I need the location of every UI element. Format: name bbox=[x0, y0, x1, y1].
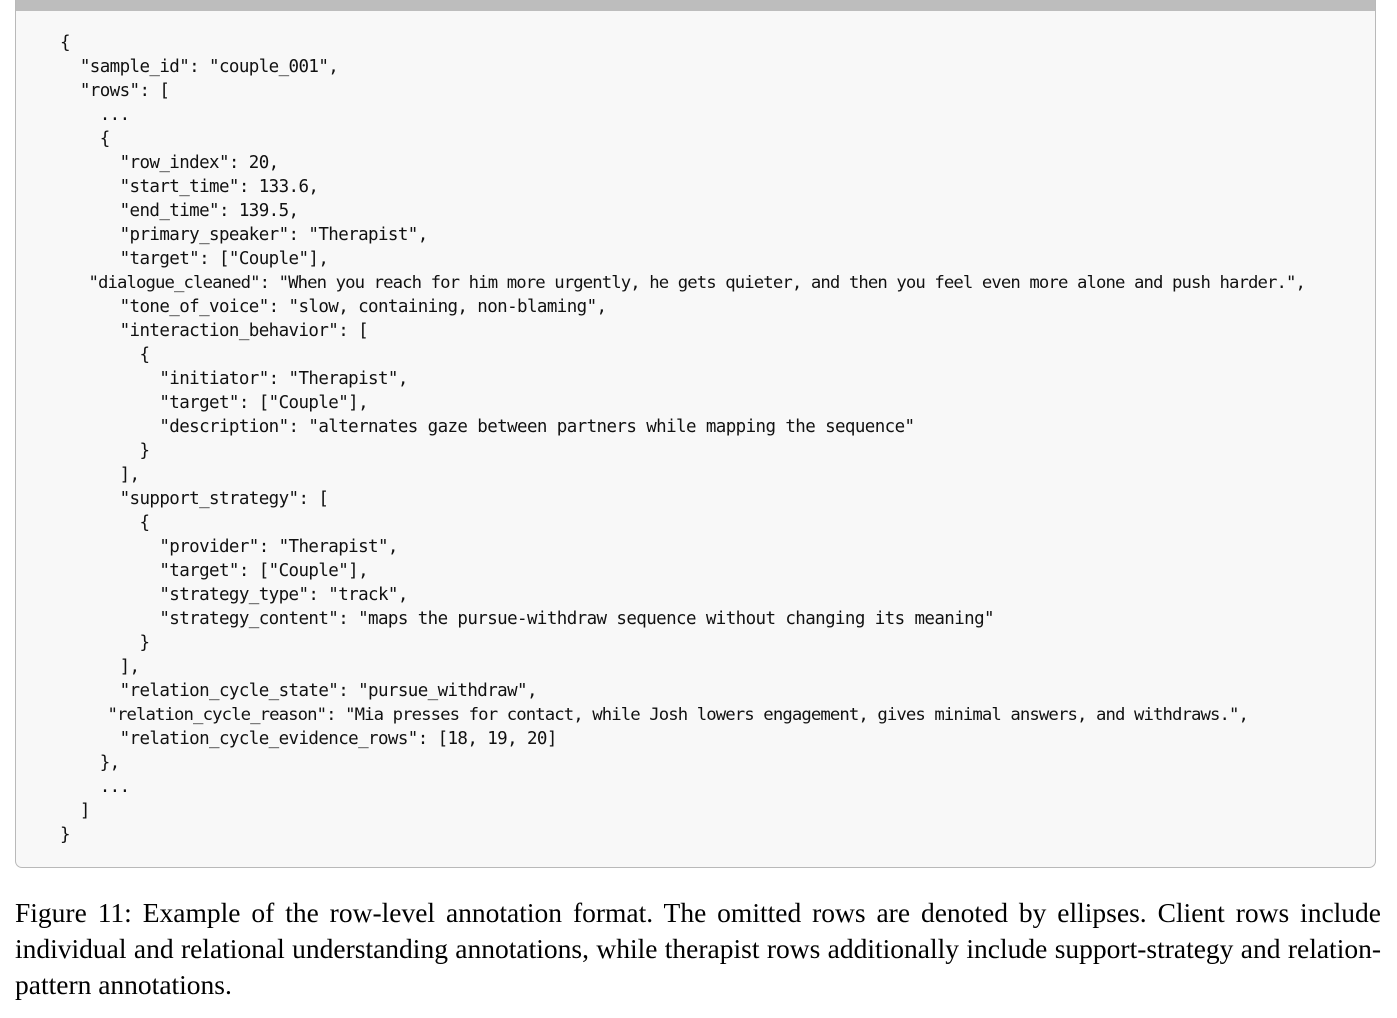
code-block-header-bar bbox=[16, 0, 1375, 11]
code-line: "interaction_behavior": [ bbox=[60, 321, 369, 341]
code-line: { bbox=[60, 513, 150, 533]
code-line: "strategy_content": "maps the pursue-withdraw sequence without changing its meaning" bbox=[60, 609, 994, 629]
code-line: { bbox=[60, 33, 70, 53]
code-line: "relation_cycle_evidence_rows": [18, 19, 20] bbox=[60, 729, 557, 749]
code-line: { bbox=[60, 129, 110, 149]
code-line: "sample_id": "couple_001", bbox=[60, 57, 339, 77]
code-line: "provider": "Therapist", bbox=[60, 537, 398, 557]
code-block bbox=[15, 0, 1376, 868]
code-line: ], bbox=[60, 657, 140, 677]
code-line: } bbox=[60, 633, 150, 653]
code-line: "rows": [ bbox=[60, 81, 170, 101]
code-line: "row_index": 20, bbox=[60, 153, 279, 173]
code-line: }, bbox=[60, 753, 120, 773]
code-line: "target": ["Couple"], bbox=[60, 561, 369, 581]
code-line: "strategy_type": "track", bbox=[60, 585, 408, 605]
code-line: ], bbox=[60, 465, 140, 485]
code-line: } bbox=[60, 825, 70, 845]
code-line: "dialogue_cleaned": "When you reach for him more urgently, he gets quieter, and then you feel even more alone and push harder.", bbox=[60, 273, 1306, 293]
code-line: "start_time": 133.6, bbox=[60, 177, 319, 197]
code-line: "target": ["Couple"], bbox=[60, 393, 369, 413]
code-line: "tone_of_voice": "slow, containing, non-blaming", bbox=[60, 297, 607, 317]
code-line: "relation_cycle_reason": "Mia presses for contact, while Josh lowers engagement, gives minimal answers, and withdraws.", bbox=[60, 705, 1249, 725]
code-line: ] bbox=[60, 801, 90, 821]
figure-caption bbox=[15, 895, 1381, 1003]
code-line: "primary_speaker": "Therapist", bbox=[60, 225, 428, 245]
code-line: "relation_cycle_state": "pursue_withdraw", bbox=[60, 681, 537, 701]
code-line: ... bbox=[60, 105, 130, 125]
code-line: "support_strategy": [ bbox=[60, 489, 329, 509]
code-line: "initiator": "Therapist", bbox=[60, 369, 408, 389]
code-line: "target": ["Couple"], bbox=[60, 249, 329, 269]
code-line: ... bbox=[60, 777, 130, 797]
caption-text: Example of the row-level annotation format. The omitted rows are denoted by ellipses. Client rows include individual and relational understanding annotations, while therapist rows additionally include support-strategy and relation-pattern annotations. bbox=[15, 897, 1382, 1000]
code-line: "description": "alternates gaze between partners while mapping the sequence" bbox=[60, 417, 915, 437]
code-line: { bbox=[60, 345, 150, 365]
figure-label: Figure 11: bbox=[15, 897, 143, 928]
code-line: } bbox=[60, 441, 150, 461]
code-line: "end_time": 139.5, bbox=[60, 201, 299, 221]
